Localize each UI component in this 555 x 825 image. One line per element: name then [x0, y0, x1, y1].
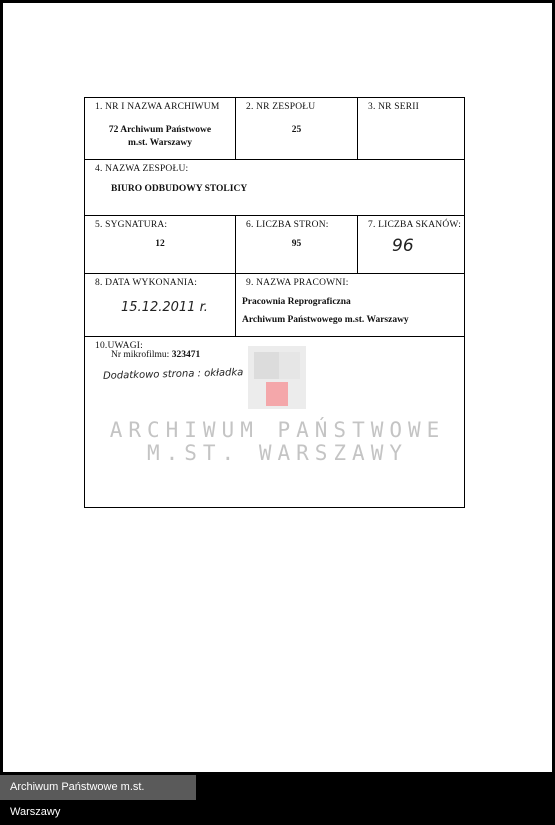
field-fonds-name-label: 4. NAZWA ZESPOŁU:	[95, 164, 189, 174]
archive-logo-watermark	[248, 346, 306, 409]
field-signature	[85, 216, 236, 274]
watermark-line1: ARCHIWUM PAŃSTWOWE	[109, 418, 446, 442]
field-remarks-microfilm	[111, 350, 200, 360]
field-workshop-value-line2: Archiwum Państwowego m.st. Warszawy	[242, 315, 409, 325]
field-workshop-value-line1: Pracownia Reprograficzna	[242, 297, 351, 307]
microfilm-label: Nr mikrofilmu:	[111, 350, 170, 360]
field-archive-value-line1: 72 Archiwum Państwowe	[108, 125, 212, 135]
field-page-count-value: 95	[291, 239, 302, 249]
field-remarks-label: 10.UWAGI:	[95, 341, 143, 351]
field-fonds-name-value: BIURO ODBUDOWY STOLICY	[111, 184, 248, 194]
field-date	[85, 274, 236, 337]
field-series-number	[358, 98, 464, 160]
footer-archive-name: Archiwum Państwowe m.st. Warszawy	[0, 775, 196, 800]
field-fonds-number	[236, 98, 358, 160]
microfilm-value: 323471	[171, 350, 201, 360]
field-fonds-name	[85, 160, 464, 216]
field-archive-value-line2: m.st. Warszawy	[128, 138, 192, 148]
watermark-line2: M.ST. WARSZAWY	[146, 441, 408, 465]
field-date-label: 8. DATA WYKONANIA:	[95, 278, 198, 288]
field-signature-value: 12	[155, 239, 165, 249]
field-fonds-number-value: 25	[291, 125, 302, 135]
field-scan-count	[358, 216, 464, 274]
field-archive	[85, 98, 236, 160]
field-page-count-label: 6. LICZBA STRON:	[246, 220, 329, 230]
field-scan-count-handwritten-value: 96	[392, 236, 414, 256]
field-fonds-number-label: 2. NR ZESPOŁU	[246, 102, 316, 112]
field-date-handwritten-value: 15.12.2011 r.	[121, 300, 208, 315]
field-archive-label: 1. NR I NAZWA ARCHIWUM	[95, 102, 220, 112]
field-remarks-handwritten-note: Dodatkowo strona : okładka	[102, 367, 244, 382]
field-signature-label: 5. SYGNATURA:	[95, 220, 168, 230]
field-series-number-label: 3. NR SERII	[368, 102, 420, 112]
field-scan-count-label: 7. LICZBA SKANÓW:	[368, 220, 462, 230]
field-page-count	[236, 216, 358, 274]
field-workshop-label: 9. NAZWA PRACOWNI:	[246, 278, 349, 288]
field-workshop	[236, 274, 464, 337]
